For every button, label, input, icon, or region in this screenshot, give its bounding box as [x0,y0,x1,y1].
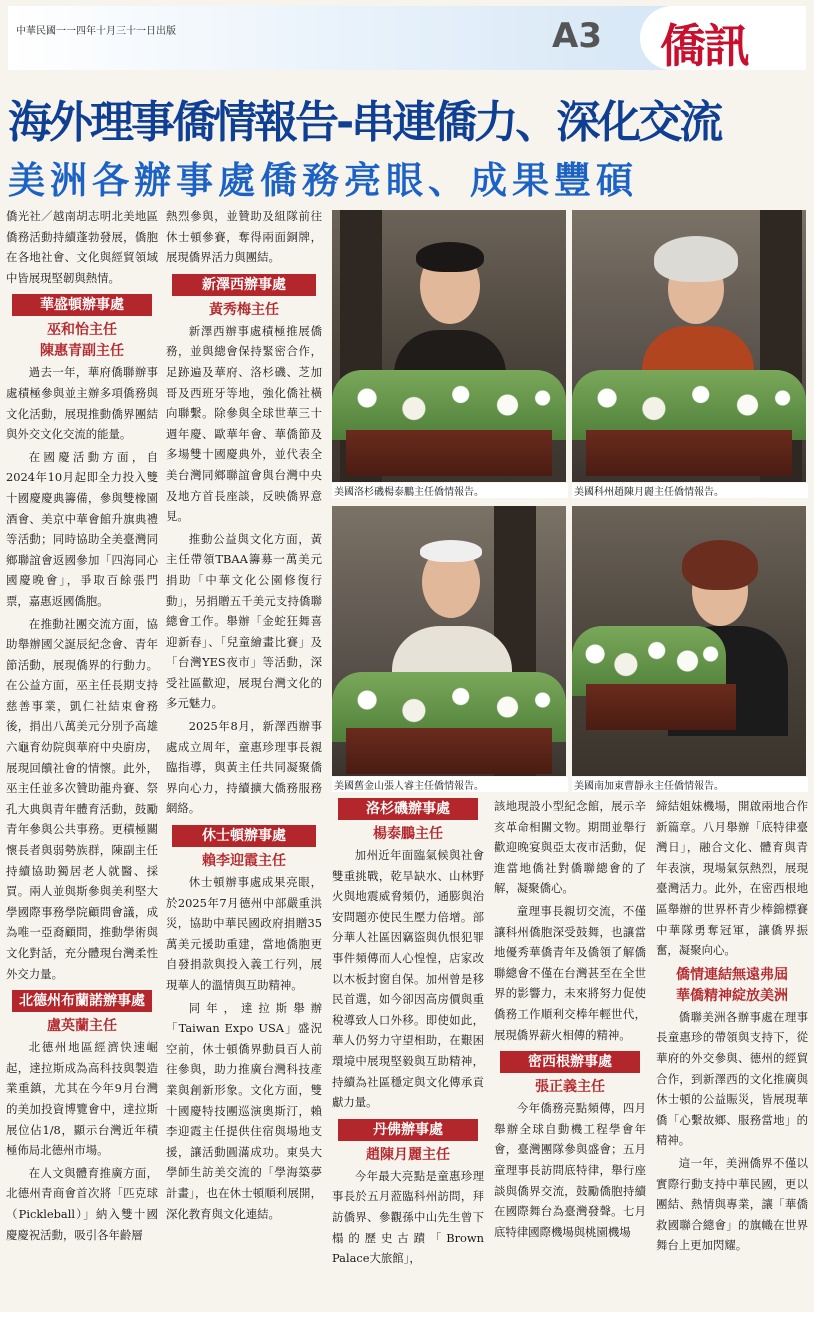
paragraph: 今年僑務亮點頻傳，四月舉辦全球自動機工程學會年會，臺灣團隊參與盛會；五月童理事長訪問底特律，舉行座談與僑界交流，鼓勵僑胞持續在國際舞台為臺灣發聲。七月底特律國際機場與桃園機場 [494,1101,646,1239]
column-2 [166,206,322,1226]
photo-caption: 美國南加東曹靜永主任僑情報告。 [572,777,808,792]
paragraph: 今年最大亮點是童惠珍理事長於五月蒞臨科州訪問，拜訪僑界、參觀孫中山先生曾下榻的歷史古蹟「Brown Palace大旅館」， [332,1168,484,1266]
paragraph: 這一年，美洲僑界不僅以實際行動支持中華民國，更以團結、熱情與專業，讓「華僑救國聯合總會」的旗幟在世界舞台上更加閃耀。 [656,1155,808,1253]
brand-logo: 僑訊 [660,19,748,73]
deputy-director-name: 陳惠青副主任 [40,343,124,360]
closing-heading: 華僑精神綻放美洲 [676,987,788,1004]
director-name: 張正義主任 [535,1079,605,1096]
section-heading-north-texas: 北德州布蘭諾辦事處 [12,990,152,1012]
photo-caption: 美國洛杉磯楊泰鵬主任僑情報告。 [332,483,568,498]
photo-caption: 美國科州趙陳月麗主任僑情報告。 [572,483,808,498]
director-name: 楊泰鵬主任 [373,826,443,842]
paragraph: 過去一年，華府僑聯辦事處積極參與並主辦多項僑務與文化活動，展現推動僑界團結與外交文化交流的能量。 [6,365,158,442]
paragraph: 加州近年面臨氣候與社會雙重挑戰，乾旱缺水、山林野火與地震威脅頻仍，通膨與治安問題亦使民生壓力倍增。部分華人社區因竊盜與仇恨犯罪事件頻傳而人心惶惶，店家改以木板封窗自保。加州曾是移民首選，如今卻因高房價與重稅導致人口外移。即使如此，華人仍努力守望相助，在艱困環境中展現堅毅與互助精神，持續為社區穩定與文化傳承貢獻力量。 [332,848,484,1110]
paragraph: 休士頓辦事處成果亮眼，於2025年7月德州中部嚴重洪災，協助中華民國政府捐贈35萬美元援助重建，當地僑胞更自發捐款與投入義工行列，展現華人的溫情與互助精神。 [166,875,322,992]
paragraph: 推動公益與文化方面，黃主任帶領TBAA籌募一萬美元捐助「中華文化公園修復行動」，另捐贈五千美元支持僑聯總會工作。舉辦「金蛇狂舞喜迎新春」、「兒童繪畫比賽」及「台灣YES夜市」等活動，深受社區歡迎，展現台灣文化的多元魅力。 [166,531,322,711]
paragraph: 新澤西辦事處積極推展僑務，並與總會保持緊密合作，足跡遍及華府、洛杉磯、芝加哥及西班牙等地，強化僑社橫向聯繫。除參與全球世華三十週年慶、歐華年會、華僑節及多場雙十國慶典外，並代表全美台灣同鄉聯誼會與台灣中央及地方首長座談，反映僑界意見。 [166,323,322,524]
director-name: 賴李迎霞主任 [202,853,286,870]
column-4 [494,796,646,1244]
paragraph: 熱烈參與，並贊助及組隊前往休士頓參賽，奪得兩面銅牌，展現僑界活力與團結。 [166,209,322,265]
photo-colorado-director [572,210,806,482]
section-heading-michigan: 密西根辦事處 [500,1051,640,1073]
paragraph: 該地現設小型紀念館，展示辛亥革命相關文物。期間並舉行歡迎晚宴與亞太夜市活動，促進當地僑社對僑聯總會的了解，凝聚僑心。 [494,799,646,896]
paragraph: 童理事長親切交流，不僅讓科州僑胞深受鼓舞，也讓當地優秀華僑青年及僑領了解僑聯總會不僅在台灣甚至在全世界的影響力，未來將努力促使僑務工作順利交棒年輕世代，展現僑界薪火相傳的精神。 [494,903,646,1042]
paragraph: 締結姐妹機場，開啟兩地合作新篇章。八月舉辦「底特律臺灣日」，融合文化、體育與青年表演，現場氣氛熱烈，展現臺灣活力。此外，在密西根地區舉辦的世界杯青少棒錦標賽中華隊勇奪冠軍，讓僑界振奮，凝聚向心。 [656,799,808,958]
paragraph: 北德州地區經濟快速崛起，達拉斯成為高科技與製造業重鎮，尤其在今年9月台灣的美加投資博覽會中，達拉斯展位佔1/8，顯示台灣近年積極佈局北德州市場。 [6,1040,158,1158]
paragraph: 同年，達拉斯舉辦「Taiwan Expo USA」盛況空前，休士頓僑界動員百人前往參與，助力推廣台灣科技產業與創新形象。文化方面，雙十國慶特技團巡演奧斯汀，賴李迎霞主任提供住宿與場地支援，讓活動圓滿成功。東吳大學師生訪美交流的「學海築夢計畫」，也在休士頓順利展開，深化教育與文化連結。 [166,1000,322,1221]
section-heading-new-jersey: 新澤西辦事處 [172,274,316,296]
director-name: 巫和怡主任 [47,322,117,339]
paragraph: 僑聯美洲各辦事處在理事長童惠珍的帶領與支持下，從華府的外交參與、德州的經貿合作，到新澤西的文化推廣與休士頓的公益賑災，皆展現華僑「心繫故鄉、服務當地」的精神。 [656,1009,808,1148]
subheadline: 美洲各辦事處僑務亮眼、成果豐碩 [8,159,638,202]
lead-paragraph: 僑光社／越南胡志明北美地區僑務活動持續蓬勃發展，僑胞在各地社會、文化與經貿領域中皆展現堅韌與熱情。 [6,209,158,285]
column-3 [332,796,484,1271]
photo-south-california-director [572,506,806,776]
paragraph: 在國慶活動方面，自2024年10月起即全力投入雙十國慶慶典籌備，參與雙橡園酒會、美京中華會館升旗典禮等活動；同時協助全美臺灣同鄉聯誼會返國參加「四海同心國慶晚會」，爭取百餘張門票，嘉惠返國僑胞。 [6,449,158,608]
section-heading-houston: 休士頓辦事處 [172,825,316,847]
page-bottom-margin [0,1312,814,1342]
column-1 [6,206,158,1247]
photo-caption: 美國舊金山張人睿主任僑情報告。 [332,777,568,792]
paragraph: 在人文與體育推廣方面，北德州青商會首次將「匹克球（Pickleball）」納入雙十國慶慶祝活動，吸引各年齡層 [6,1165,158,1242]
director-name: 黃秀梅主任 [209,301,279,318]
photo-san-francisco-director [332,506,566,776]
section-heading-washington: 華盛頓辦事處 [12,294,152,316]
photo-los-angeles-director [332,210,566,482]
paragraph: 在推動社團交流方面，協助舉辦國父誕辰紀念會、青年節活動，展現僑界的行動力。在公益方面，巫主任長期支持慈善事業，凱仁社結束會務後，捐出八萬美元分別予高雄六龜育幼院與華府中央廚房，展現回饋社會的情懷。此外，巫主任並多次贊助龍舟賽、祭孔大典與青年體育活動，鼓勵青年參與公共事務。更積極關懷長者與弱勢族群，陳副主任持續協助獨居老人就醫、採買。兩人並與斯參與美利堅大學國際事務學院顧問會議，成為唯一亞裔顧問，推動學術與文化對話，充分體現台灣柔性外交力量。 [6,616,158,981]
paragraph: 2025年8月，新澤西辦事處成立周年，童惠珍理事長親臨指導，與黃主任共同凝聚僑界向心力，持續擴大僑務服務網絡。 [166,719,322,816]
section-heading-denver: 丹佛辦事處 [338,1119,478,1141]
dateline: 中華民國一一四年十月三十一日出版 [16,26,176,37]
headline: 海外理事僑情報告-串連僑力、深化交流 [8,97,721,148]
director-name: 盧英蘭主任 [47,1018,117,1035]
director-name: 趙陳月麗主任 [366,1146,450,1163]
page-number: A3 [552,16,602,56]
section-heading-los-angeles: 洛杉磯辦事處 [338,798,478,820]
closing-heading: 僑情連結無遠弗屆 [676,966,788,983]
column-5 [656,796,808,1258]
